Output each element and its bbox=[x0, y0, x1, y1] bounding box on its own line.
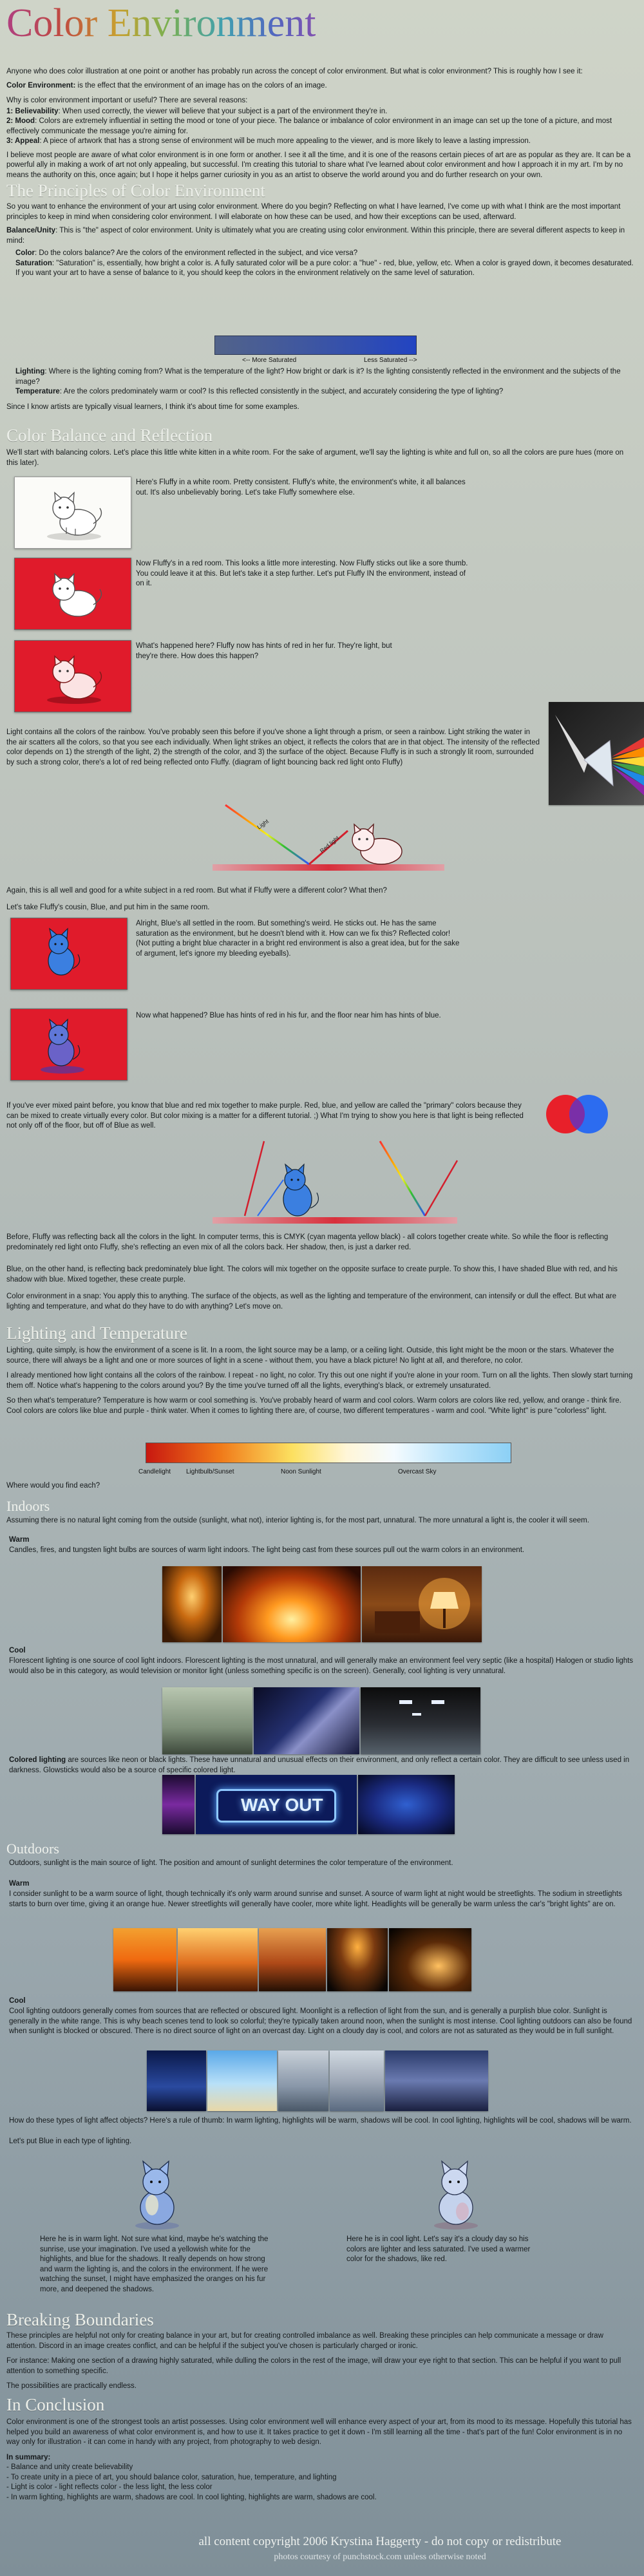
breaking-section bbox=[6, 2331, 634, 2394]
more-saturated-label: <-- More Saturated bbox=[242, 357, 297, 364]
caption-reflected-red: What's happened here? Fluffy now has hints of red in her fur. They're light, but they're there. How does this happen? bbox=[136, 642, 392, 660]
temp-label-bulb: Lightbulb/Sunset bbox=[186, 1468, 234, 1475]
indoors-cool-heading: Cool bbox=[9, 1647, 26, 1654]
less-saturated-label: Less Saturated --> bbox=[364, 357, 417, 364]
lighting-section bbox=[6, 1346, 634, 1419]
blue-cat-frame-1 bbox=[10, 918, 128, 990]
blue-shadow-text: Blue, on the other hand, is reflecting back predominately blue light. The colors will mix together on the opposite surface to create purple. To show this, I have shaded Blue with red, and his shadow with blue. Mixed together, these create purple. bbox=[6, 1265, 618, 1283]
balance-intro: We'll start with balancing colors. Let's place this little white kitten in a white room. For the sake of argument, we'll say the lighting is white and full on, so all the colors are pure hues (more on this later). bbox=[6, 449, 624, 467]
principle-saturation: Saturation: "Saturation" is, essentially, how bright a color is. A fully saturated color will be a pure color: a "hue" - red, blue, yellow, etc. When a color is grayed down, it becomes desaturated. If you want your art to have a sense of balance to it, you should keep the colors in the environment relatively on the same level of saturation. bbox=[15, 259, 634, 278]
lighting-p1: Lighting, quite simply, is how the environment of a scene is lit. In a room, the light source may be a lamp, or a ceiling light. Outside, this light might be the moon or the stars. Whatever the source, there will always be a light and one or more sources of light in a scene - without them, you have a black picture! No light at all, and therefore, no color. bbox=[6, 1347, 614, 1365]
lighting-p2: I already mentioned how light contains all the colors of the rainbow. I repeat - no light, no color. Try this out one night if you're alone in your room. Turn on all the lights. Then slowly start turning them off. Notice what's happening to the colors around you? By the time you've turned off all the lights, everything's black, or extremely unsaturated. bbox=[6, 1372, 633, 1390]
paint-mixing-text: If you've ever mixed paint before, you know that blue and red mix together to make purple. Red, blue, and yellow are called the "primary" colors because they can be mixed to create virtually every color. But color mixing is a matter for a different tutorial. ;) What I'm trying to show you here is that light is being reflected not only off of the floor, but off of Blue as well. bbox=[6, 1102, 524, 1130]
footer-copyright: all content copyright 2006 Krystina Haggerty - do not copy or redistribute bbox=[198, 2535, 562, 2548]
pink-cat-red-room bbox=[15, 641, 131, 712]
section-heading-outdoors: Outdoors bbox=[6, 1841, 59, 1857]
photo-fire bbox=[223, 1566, 361, 1642]
cat-warm-illustration bbox=[118, 2148, 196, 2232]
different-color-question: Again, this is all well and good for a white subject in a red room. But what if Fluffy were a different color? What then? bbox=[6, 887, 387, 895]
temp-label-candle: Candlelight bbox=[138, 1468, 171, 1475]
indoors-cool-text: Florescent lighting is one source of cool light indoors. Florescent lighting is the most unnatural, and will generally make an environment feel very septic (like a hospital) Halogen or studio lights would also be in this category, as would television or monitor light (unless something specific is on the screen). Generally, cool lighting is very unnatural. bbox=[9, 1657, 634, 1675]
diagram-red-light-label: Red light bbox=[318, 835, 341, 855]
neon-sign-text: WAY OUT bbox=[241, 1795, 323, 1815]
photo-sunset-2 bbox=[178, 1928, 258, 1991]
indoors-warm-text: Candles, fires, and tungsten light bulbs are sources of warm light indoors. The light being cast from these sources pull out the warm colors in an environment. bbox=[9, 1546, 525, 1554]
summary-item-2: - To create unity in a piece of art, you should balance color, saturation, hue, temperature, and lighting bbox=[6, 2473, 337, 2481]
blue-cat-frame-2 bbox=[10, 1009, 128, 1081]
photo-sunset-1 bbox=[113, 1928, 176, 1991]
principle-color: Color: Do the colors balance? Are the colors of the environment reflected in the subject, and vice versa? bbox=[15, 249, 358, 258]
blue-cat-illustration-1 bbox=[11, 918, 127, 989]
photo-snowy-night bbox=[385, 2050, 488, 2111]
summary-item-4: - In warm lighting, highlights are warm, shadows are cool. In cool lighting, highlights are warm, shadows are cool. bbox=[6, 2493, 377, 2501]
outdoors-warm-text: I consider sunlight to be a warm source of light, though technically it's only warm around sunrise and sunset. A source of warm light at night would be streetlights. The sodium in streetlights starts to burn over time, giving it an orange hue. Newer streetlights will generally have cooler, more white light. Headlights will be generally be warm unless the car's "bright lights" are on. bbox=[9, 1890, 622, 1908]
intro-section bbox=[6, 67, 634, 183]
footer-photo-credit: photos courtesy of punchstock.com unless otherwise noted bbox=[274, 2552, 486, 2562]
section-heading-lighting: Lighting and Temperature bbox=[6, 1323, 188, 1343]
photo-neon-sign bbox=[196, 1775, 357, 1834]
red-blue-overlap-icon bbox=[538, 1088, 616, 1140]
breaking-p1: These principles are helpful not only for creating balance in your art, but for creating controlled imbalance as well. Breaking these principles can help communicate a message or draw attention. Discord in an image creates conflict, and can be helpful if the subject you've chosen is particularly charged or ironic. bbox=[6, 2332, 603, 2350]
prism-rainbow-image bbox=[549, 702, 644, 805]
photo-studio bbox=[254, 1687, 359, 1754]
intro-paragraph-2: I believe most people are aware of what color environment is in one form or another. I see it all the time, and it is one of the reasons certain pieces of art are as popular as they are. It can be a powerful ally in making a work of art not only appealing, but successful. I'm creating this tutorial to share what I've learned about color environment and how I approach it in my art. I'm by no means the authority on this, once again; but I hope it helps garner curiosity in you as an artist to observe the world around you and do further research on your own. bbox=[6, 151, 631, 179]
footer bbox=[129, 2533, 631, 2564]
principles-intro: So you want to enhance the environment of your art using color environment. Where do you begin? Reflecting on what I have learned, I've come up with what I think are the most important principles to keep in mind when considering color environment. I will elaborate on how these can be used, and how their exceptions can be used, afterward. bbox=[6, 203, 621, 221]
prism-explanation: Light contains all the colors of the rainbow. You've probably seen this before if you've shone a light through a prism, or seen a rainbow. Light striking the water in the air scatters all the colors, so that you see each individually. When light strikes an object, it reflects the colors that are in that object. The intensity of the reflected color depends on 1) the strength of the light, 2) the strength of the color, and 3) the surface of the object. Because Fluffy is in such a strongly lit room, surrounded by such a strong color, there's a lot of red being reflected onto Fluffy. (diagram of light bouncing back red light onto Fluffy) bbox=[6, 728, 540, 766]
caption-blue-1: Alright, Blue's all settled in the room. But something's weird. He sticks out. He has the same saturation as the environment, but he doesn't blend with it. How can we fix this? Reflected color! (Not putting a bright blue character in a bright red environment is also a great idea, but for the sake of argument, let's ignore my bleeding eyeballs). bbox=[136, 920, 460, 958]
summary-item-3: - Light is color - light reflects color - the less light, the less color bbox=[6, 2483, 213, 2492]
cat-cool-illustration bbox=[417, 2148, 495, 2232]
lighting-p3: So then what's temperature? Temperature is how warm or cool something is. You've probably heard of warm and cool colors. Warm colors are colors like red, yellow, and orange - think fire. Cool colors are colors like blue and purple - think water. When it comes to lighting there are, of course, two different temperatures - warm and cool. "White light" is pure "colorless" light. bbox=[6, 1397, 621, 1415]
breaking-p3: The possibilities are practically endless. bbox=[6, 2382, 137, 2391]
photo-lamp-room bbox=[362, 1566, 482, 1642]
put-blue-text: Let's put Blue in each type of lighting. bbox=[9, 2137, 132, 2145]
blue-intro: Let's take Fluffy's cousin, Blue, and put him in the same room. bbox=[6, 904, 210, 911]
temp-label-overcast: Overcast Sky bbox=[398, 1468, 437, 1475]
temperature-gradient bbox=[146, 1443, 511, 1463]
principle-lighting: Lighting: Where is the lighting coming from? What is the temperature of the light? How bright or dark is it? Is the lighting consistently reflected in the environment and the subjects of the image? bbox=[15, 368, 621, 386]
white-cat-red-room bbox=[15, 558, 131, 629]
where-question: Where would you find each? bbox=[6, 1482, 100, 1490]
indoors-warm-heading: Warm bbox=[9, 1536, 30, 1544]
photo-candles bbox=[162, 1566, 222, 1642]
conclusion-p1: Color environment is one of the strongest tools an artist possesses. Using color environment well will enhance every aspect of your art, from its mood to its message. Hopefully this tutorial has helped you build an awareness of what color environment is, and how to use it. It takes practice to get it down - I'm still learning all the time - that's part of the fun! Color environment is in no way only for illustration - it can come in handy with any project, from photography to web design. bbox=[6, 2418, 632, 2447]
caption-blue-2: Now what happened? Blue has hints of red in his fur, and the floor near him has hints of blue. bbox=[136, 1012, 441, 1019]
light-diagram bbox=[187, 792, 483, 882]
page-title: Color Environment bbox=[6, 1, 316, 45]
why-question: Why is color environment important or useful? There are several reasons: bbox=[6, 97, 248, 105]
photo-moonlight bbox=[147, 2050, 206, 2111]
photo-hospital bbox=[162, 1687, 252, 1754]
conclusion-section bbox=[6, 2418, 634, 2503]
red-reflected-frame bbox=[14, 640, 131, 712]
temp-label-noon: Noon Sunlight bbox=[281, 1468, 321, 1475]
photo-glowsticks bbox=[358, 1775, 455, 1834]
section-heading-conclusion: In Conclusion bbox=[6, 2395, 105, 2414]
principles-closing: Since I know artists are typically visual learners, I think it's about time for some examples. bbox=[6, 402, 299, 411]
breaking-p2: For instance: Making one section of a drawing highly saturated, while dulling the colors in the rest of the image, will draw your eye right to that section. This can be helpful if you want to pull attention to something specific. bbox=[6, 2357, 621, 2375]
saturation-gradient bbox=[214, 336, 417, 355]
caption-red-room: Now Fluffy's in a red room. This looks a little more interesting. Now Fluffy sticks out like a sore thumb. You could leave it at this. But let's take it a step further. Let's put Fluffy IN the environment, instead of on it. bbox=[136, 560, 468, 588]
photo-sunset-3 bbox=[259, 1928, 326, 1991]
blue-cat-illustration-2 bbox=[11, 1009, 127, 1080]
prism-photo bbox=[549, 702, 644, 805]
photo-hallway bbox=[361, 1687, 480, 1754]
photo-headlights bbox=[389, 1928, 471, 1991]
caption-cool-light: Here he is in cool light. Let's say it's a cloudy day so his colors are lighter and less saturated. I've used a warmer color for the shadows, like red. bbox=[346, 2235, 531, 2264]
photo-beach bbox=[207, 2050, 277, 2111]
summary-heading: In summary: bbox=[6, 2453, 51, 2461]
photo-snow bbox=[330, 2050, 384, 2111]
outdoors-cool-text: Cool lighting outdoors generally comes from sources that are reflected or obscured light. Moonlight is a reflection of light from the sun, and is generally a purplish blue color. Sunlight is generally in the white range. This is why beach scenes tend to look so colorful; they're typically taken around noon, when the sunlight is most intense. Cool lighting outdoors can also be found when sunlight is blocked or obscured. There is no direct source of light on an overcast day. Light on a cloudy day is cool, and colors are not as saturated as they would be in full sunlight. bbox=[9, 2007, 632, 2036]
reason-3: 3: Appeal: A piece of artwork that has a strong sense of environment will be much more appealing to the viewer, and is more likely to leave a lasting impression. bbox=[6, 137, 531, 146]
indoors-intro: Assuming there is no natural light coming from the outside (sunlight, what not), interior lighting is, for the most part, unnatural. The more unnatural a light is, the cooler it will seem. bbox=[6, 1517, 589, 1524]
ceiling-lights-icon bbox=[361, 1687, 480, 1754]
definition: Color Environment: is the effect that the environment of an image has on the colors of an image. bbox=[6, 81, 327, 90]
rule-of-thumb: How do these types of light affect objects? Here's a rule of thumb: In warm lighting, highlights will be warm, shadows will be cool. In cool lighting, highlights will be cool, shadows will be warm. bbox=[9, 2117, 632, 2125]
section-heading-indoors: Indoors bbox=[6, 1498, 50, 1514]
intro-paragraph: Anyone who does color illustration at one point or another has probably run across the concept of color environment. But what is color environment? This is roughly how I see it: bbox=[6, 68, 583, 75]
cmyk-text: Before, Fluffy was reflecting back all the colors in the light. In computer terms, this is CMYK (cyan magenta yellow black) - all colors together create white. So while the floor is reflecting predominately red light onto Fluffy, she's reflecting an even mix of all the colors back. Her shadow, then, is just a darker red. bbox=[6, 1233, 609, 1251]
caption-white-room: Here's Fluffy in a white room. Pretty consistent. Fluffy's white, the environment's white, it all balances out. It's also unbelievably boring. Let's take Fluffy somewhere else. bbox=[136, 478, 466, 497]
diagram-light-label: Light bbox=[256, 818, 270, 831]
balance-unity: Balance/Unity: This is "the" aspect of color environment. Unity is ultimately what you are creating using color environment. Within this principle, there are several different aspects to keep in mind: bbox=[6, 227, 625, 245]
summary-item-1: - Balance and unity create believability bbox=[6, 2463, 133, 2472]
reason-2: 2: Mood: Colors are extremely influential in setting the mood or tone of your piece. The balance or imbalance of color environment in an image can set up the tone of a picture, and most effectively communicate the message you're aiming for. bbox=[6, 117, 612, 135]
photo-blacklight bbox=[162, 1775, 194, 1834]
outdoors-intro: Outdoors, sunlight is the main source of light. The position and amount of sunlight determines the color temperature of the environment. bbox=[9, 1859, 453, 1867]
light-bounce-diagram bbox=[187, 792, 483, 882]
red-room-frame bbox=[14, 558, 131, 630]
color-mix-circles bbox=[538, 1088, 616, 1140]
blue-light-diagram bbox=[187, 1135, 483, 1231]
caption-warm-light: Here he is in warm light. Not sure what kind, maybe he's watching the sunrise, use your imagination. I've used a yellowish white for the highlights, and blue for the shadows. It really depends on how strong and warm the lighting is, and the colors in the environment. If he were watching the sunset, I might have emphasized the oranges on his fur more, and deepened the shadows. bbox=[40, 2235, 269, 2293]
white-room-frame bbox=[14, 477, 131, 549]
section-heading-breaking: Breaking Boundaries bbox=[6, 2310, 154, 2329]
lamp-icon bbox=[362, 1566, 482, 1642]
principles-lighting-block bbox=[6, 367, 634, 415]
principle-temperature: Temperature: Are the colors predominately warm or cool? Is this reflected consistently in the subject, and accurately considering the type of lighting? bbox=[15, 388, 504, 396]
reason-1: 1: Believability: When used correctly, the viewer will believe that your subject is a part of the environment they're in. bbox=[6, 107, 388, 115]
photo-streetlight bbox=[327, 1928, 388, 1991]
section-heading-principles: The Principles of Color Environment bbox=[6, 181, 265, 200]
white-cat-illustration bbox=[15, 477, 131, 548]
principles-section bbox=[6, 202, 634, 281]
snap-text: Color environment in a snap: You apply this to anything. The surface of the objects, as well as the lighting and temperature of the environment, can intensify or dull the effect. But what are lighting and temperature, and what do they have to do with anything? Let's move on. bbox=[6, 1293, 616, 1311]
outdoors-cool-heading: Cool bbox=[9, 1997, 26, 2005]
section-heading-balance: Color Balance and Reflection bbox=[6, 426, 213, 445]
colored-lighting-text: Colored lighting are sources like neon or black lights. These have unnatural and unusual effects on their environment, and only reflect a certain color. They are difficult to see unless used in darkness. Glowsticks would also be a source of specific colored light. bbox=[9, 1756, 630, 1774]
blue-warm-light-cat bbox=[118, 2148, 196, 2232]
blue-light-bounce-diagram bbox=[187, 1135, 483, 1231]
photo-overcast bbox=[278, 2050, 328, 2111]
blue-cool-light-cat bbox=[417, 2148, 495, 2232]
outdoors-warm-heading: Warm bbox=[9, 1880, 30, 1888]
